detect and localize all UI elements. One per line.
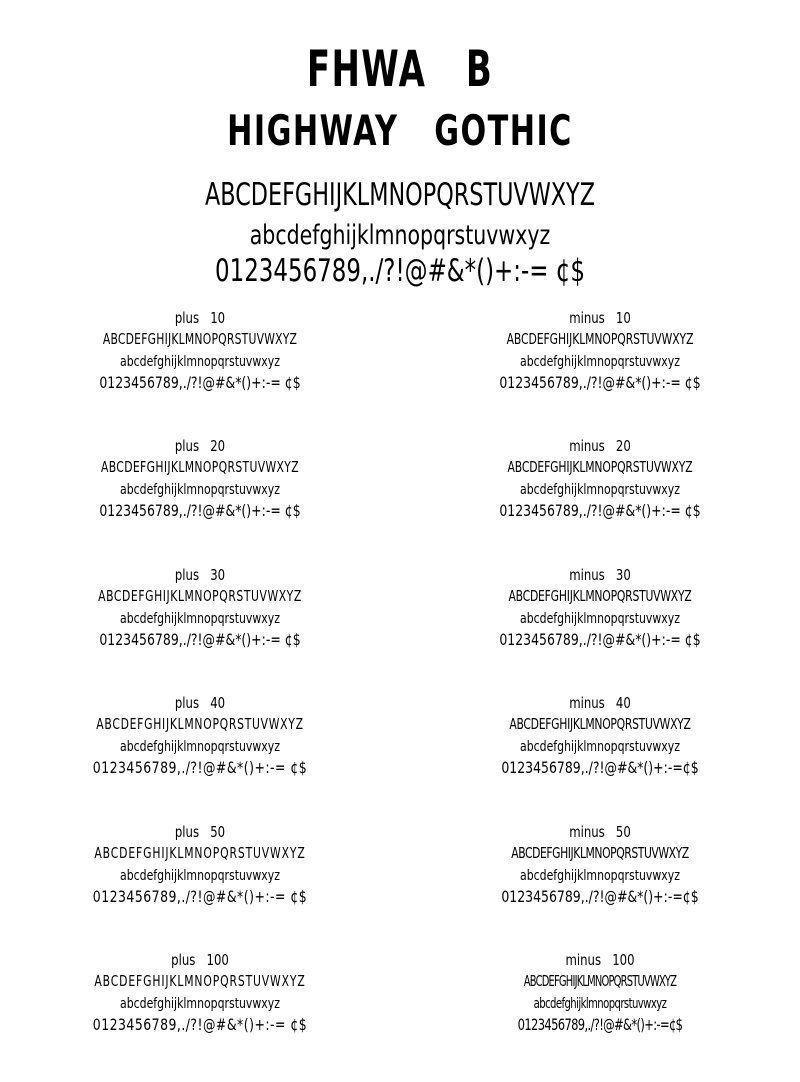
numerals-line: 0123456789,./?!@#&*()+:-=¢$ [517,1015,683,1034]
sample-label: minus 30 [569,566,631,584]
sample-label: plus 30 [174,566,226,584]
lowercase-line: abcdefghijklmnopqrstuvwxyz [520,739,680,755]
numerals-line: 0123456789,./?!@#&*()+:-= ¢$ [99,630,301,649]
numerals-line: 0123456789,./?!@#&*()+:-= ¢$ [92,1015,308,1034]
lowercase-line: abcdefghijklmnopqrstuvwxyz [120,868,280,884]
sample-label: plus 50 [174,823,226,841]
uppercase-line: ABCDEFGHIJKLMNOPQRSTUVWXYZ [508,587,692,605]
numerals-line: 0123456789,./?!@#&*()+:-= ¢$ [99,373,301,392]
lowercase-line: abcdefghijklmnopqrstuvwxyz [120,611,280,627]
uppercase-line: ABCDEFGHIJKLMNOPQRSTUVWXYZ [523,972,677,990]
lowercase-line: abcdefghijklmnopqrstuvwxyz [120,482,280,498]
lowercase-line: abcdefghijklmnopqrstuvwxyz [520,482,680,498]
uppercase-line: ABCDEFGHIJKLMNOPQRSTUVWXYZ [94,844,306,862]
header-uppercase-sample: ABCDEFGHIJKLMNOPQRSTUVWXYZ [205,177,595,213]
uppercase-line: ABCDEFGHIJKLMNOPQRSTUVWXYZ [98,587,302,605]
uppercase-line: ABCDEFGHIJKLMNOPQRSTUVWXYZ [100,458,300,476]
uppercase-line: ABCDEFGHIJKLMNOPQRSTUVWXYZ [511,844,689,862]
font-family-title: HIGHWAY GOTHIC [227,106,573,155]
numerals-line: 0123456789,./?!@#&*()+:-=¢$ [501,887,699,906]
numerals-line: 0123456789,./?!@#&*()+:-= ¢$ [499,501,701,520]
numerals-line: 0123456789,./?!@#&*()+:-=¢$ [501,758,699,777]
lowercase-line: abcdefghijklmnopqrstuvwxyz [533,996,667,1012]
font-name-title: FHWA B [306,40,494,98]
numerals-line: 0123456789,./?!@#&*()+:-= ¢$ [499,630,701,649]
sample-label: minus 10 [569,309,631,327]
numerals-line: 0123456789,./?!@#&*()+:-= ¢$ [92,887,308,906]
numerals-line: 0123456789,./?!@#&*()+:-= ¢$ [92,758,308,777]
lowercase-line: abcdefghijklmnopqrstuvwxyz [120,739,280,755]
lowercase-line: abcdefghijklmnopqrstuvwxyz [120,996,280,1012]
sample-label: plus 10 [174,309,226,327]
sample-label: minus 100 [565,951,635,969]
sample-label: plus 20 [174,437,226,455]
sample-label: plus 100 [171,951,229,969]
sample-label: minus 50 [569,823,631,841]
header-numerals-sample: 0123456789,./?!@#&*()+:-= ¢$ [215,253,585,289]
header-lowercase-sample: abcdefghijklmnopqrstuvwxyz [249,220,551,251]
uppercase-line: ABCDEFGHIJKLMNOPQRSTUVWXYZ [102,330,298,348]
uppercase-line: ABCDEFGHIJKLMNOPQRSTUVWXYZ [94,972,306,990]
sample-label: minus 20 [569,437,631,455]
uppercase-line: ABCDEFGHIJKLMNOPQRSTUVWXYZ [507,458,693,476]
lowercase-line: abcdefghijklmnopqrstuvwxyz [520,868,680,884]
uppercase-line: ABCDEFGHIJKLMNOPQRSTUVWXYZ [96,715,304,733]
lowercase-line: abcdefghijklmnopqrstuvwxyz [520,354,680,370]
sample-label: plus 40 [174,694,226,712]
sample-label: minus 40 [569,694,631,712]
lowercase-line: abcdefghijklmnopqrstuvwxyz [120,354,280,370]
numerals-line: 0123456789,./?!@#&*()+:-= ¢$ [99,501,301,520]
uppercase-line: ABCDEFGHIJKLMNOPQRSTUVWXYZ [509,715,691,733]
uppercase-line: ABCDEFGHIJKLMNOPQRSTUVWXYZ [506,330,694,348]
numerals-line: 0123456789,./?!@#&*()+:-= ¢$ [499,373,701,392]
lowercase-line: abcdefghijklmnopqrstuvwxyz [520,611,680,627]
